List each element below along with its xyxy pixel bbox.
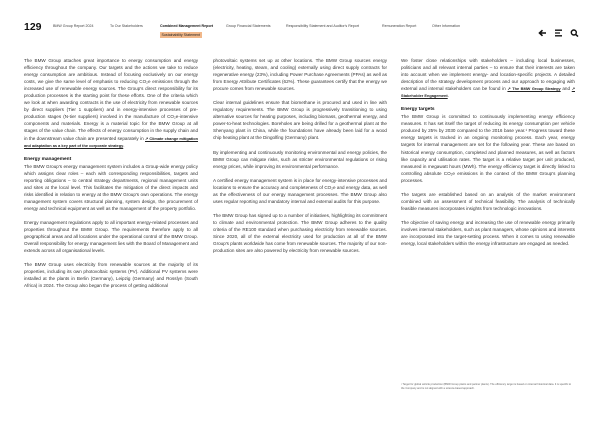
link-climate-change[interactable]: ↗ Climate change mitigation and adaptation as a key part of the corporate strategy	[24, 135, 199, 148]
paragraph: Clear internal guidelines ensure that biomethane is procured and used in line with regulatory requirements. The BMW Group is progressively transitioning to using alternative sources for heating purposes, including biomass, geothermal energy, and power-to-heat technologies. Boreholes are being drilled for a geothermal plant at the Shenyang plant in China, while the foundations have already been laid for a wood chip heating plant at the Dingolfing (Germany) plant.	[213, 100, 387, 141]
paragraph: The targets are established based on an analysis of the market environment combined with an assessment of technical feasibility. The analysis of technically feasible measures incorporates insights from technologic innovations.	[401, 191, 575, 211]
search-icon[interactable]	[570, 22, 579, 30]
menu-icon[interactable]	[554, 22, 563, 30]
paragraph: We foster close relationships with stakeholders – including local businesses, politicians and all relevant internal parties – to ensure that their interests are taken into account when we implement energy- and location-specific projects. A detailed description of the strategy development process and our approach to engaging with external and internal stakeholders can be found in ↗ The BMW Group Strategy and ↗ Stakeholder Engagement.	[401, 58, 575, 99]
heading-energy-targets: Energy targets	[401, 107, 435, 113]
paragraph: A certified energy management system is in place for energy-intensive processes and locations to ensure the accuracy and completeness of CO₂e and energy data, as well as the effectiveness of our energy management processes. The BMW Group also uses regular reporting and mandatory internal and external audits for this purpose.	[213, 177, 387, 204]
nav-item-remuneration-report[interactable]: Remuneration Report	[382, 24, 417, 28]
heading-energy-management: Energy management	[24, 156, 72, 162]
text-column-left	[24, 57, 198, 296]
paragraph: Energy management regulations apply to all important energy-related processes and properties throughout the BMW Group. The requirements therefore apply to all geographical areas and all locations under the operational control of the BMW Group. Overall responsibility for energy management lies with the Board of Management and extends across all organisational levels.	[24, 219, 198, 254]
page-number: 129	[24, 21, 42, 33]
back-arrow-icon[interactable]	[538, 22, 547, 30]
page-header	[0, 0, 600, 44]
paragraph: The BMW Group has signed up to a number of initiatives, highlighting its commitment to climate and environmental protection. The BMW Group adheres to the quality criteria of the RE100 standard when purchasing electricity from renewable sources. Since 2020, all of the external electricity used for production at all of the BMW Group's plants worldwide has come from renewable sources. The majority of our non-production sites are also powered by electricity from renewable sources.	[213, 212, 387, 254]
paragraph: The BMW Group is committed to continuously implementing energy efficiency measures. It has set itself the target of reducing its energy consumption per vehicle produced by 25% by 2030 compared to the 2016 base year.¹ Progress toward these energy targets is tracked in an ongoing monitoring process. Each year, energy targets for internal management are set for the following year. These are based on historical energy consumption, completed and planned measures, as well as factors like capacity and utilisation rates. The target is a relative target per unit produced, measured in megawatt hours (MWh). The energy efficiency target is directly linked to controlling absolute CO₂e emissions in the context of the BMW Group's planning processes.	[401, 114, 575, 183]
paragraph: photovoltaic systems set up at other locations. The BMW Group sources energy (electricity, heating, steam, and cooling) externally using direct supply contracts for regenerative energy (23%), including Power Purchase Agreements (PPAs) as well as from Energy Attribute Certificates (62%). These guarantees certify that the energy we procure comes from renewable sources.	[213, 58, 387, 92]
nav-item-responsibility-statement[interactable]: Responsibility Statement and Auditor's Report	[286, 24, 359, 28]
paragraph: The BMW Group attaches great importance to energy consumption and energy efficiency throughout the company. Our targets and the actions we take to reduce energy consumption are ambitious. Instead of focusing exclusively on our energy costs, we give the same level of emphasis to reducing CO₂e emissions through the increased use of renewable energy sources. The Group's direct responsibility for its production processes is the starting point for these efforts. One of the criteria which we look at when awarding contracts is the use of electricity from renewable sources by direct suppliers (Tier 1 suppliers) and in energy-intensive processes of pre-production stages (N-tier suppliers) involved in the manufacture of CO₂e-intensive components and materials. Energy is a material topic for the BMW Group at all stages of the value chain. The effects of energy consumption in the supply chain and in the downstream value chain are presented separately in ↗ Climate change mitigation and adaptation as a key part of the corporate strategy.	[24, 58, 199, 148]
nav-item-financial-statements[interactable]: Group Financial Statements	[226, 24, 271, 28]
paragraph: The BMW Group's energy management system includes a Group-wide energy policy which assigns clear roles – each with corresponding responsibilities, targets and reporting obligations – to central strategy departments, regional management units and sites at the local level. This facilitates the mitigation of the direct impacts and risks identified in relation to energy at the BMW Group's own operations. The energy management system covers structural planning, system design, the procurement of energy and technical equipment as well as the management of the property portfolio.	[24, 163, 198, 211]
nav-item-report[interactable]: BMW Group Report 2024	[53, 24, 94, 28]
text-column-middle	[213, 57, 387, 261]
nav-item-management-report[interactable]: Combined Management Report	[160, 24, 214, 28]
text-column-right	[401, 57, 575, 254]
nav-item-stakeholders[interactable]: To Our Stakeholders	[110, 24, 143, 28]
paragraph: The BMW Group uses electricity from renewable sources at the majority of its properties, including its own photovoltaic systems (PV). Additional PV systems were installed at the plants in Berlin (Germany), Leipzig (Germany) and Rosslyn (South Africa) in 2024. The Group also began the process of getting additional	[24, 262, 198, 289]
link-stakeholder-engagement[interactable]: ↗ Stakeholder Engagement	[401, 86, 575, 99]
sub-tab-sustainability[interactable]: Sustainability Statement	[161, 33, 201, 37]
paragraph: The objective of saving energy and increasing the use of renewable energy primarily involves internal stakeholders, such as plant managers, whose opinions and interests are incorporated into the target-setting process. When it comes to using renewable energy, local stakeholders within the energy infrastructure are engaged as needed.	[401, 219, 575, 247]
paragraph: By implementing and continuously monitoring environmental and energy policies, the BMW Group can mitigate risks, such as stricter environmental regulations or rising energy prices, while improving its environmental performance.	[213, 149, 387, 169]
link-bmw-group-strategy[interactable]: ↗ The BMW Group Strategy	[507, 86, 561, 92]
header-icons	[538, 22, 579, 30]
footnote: ¹ Target for global vehicle production (BMW Group plants and partner plants). The efficiency target is based on internal historical data. It is specific to the Company and is not aligned with a science-based approach.	[401, 383, 572, 390]
nav-item-other-information[interactable]: Other Information	[432, 24, 460, 28]
